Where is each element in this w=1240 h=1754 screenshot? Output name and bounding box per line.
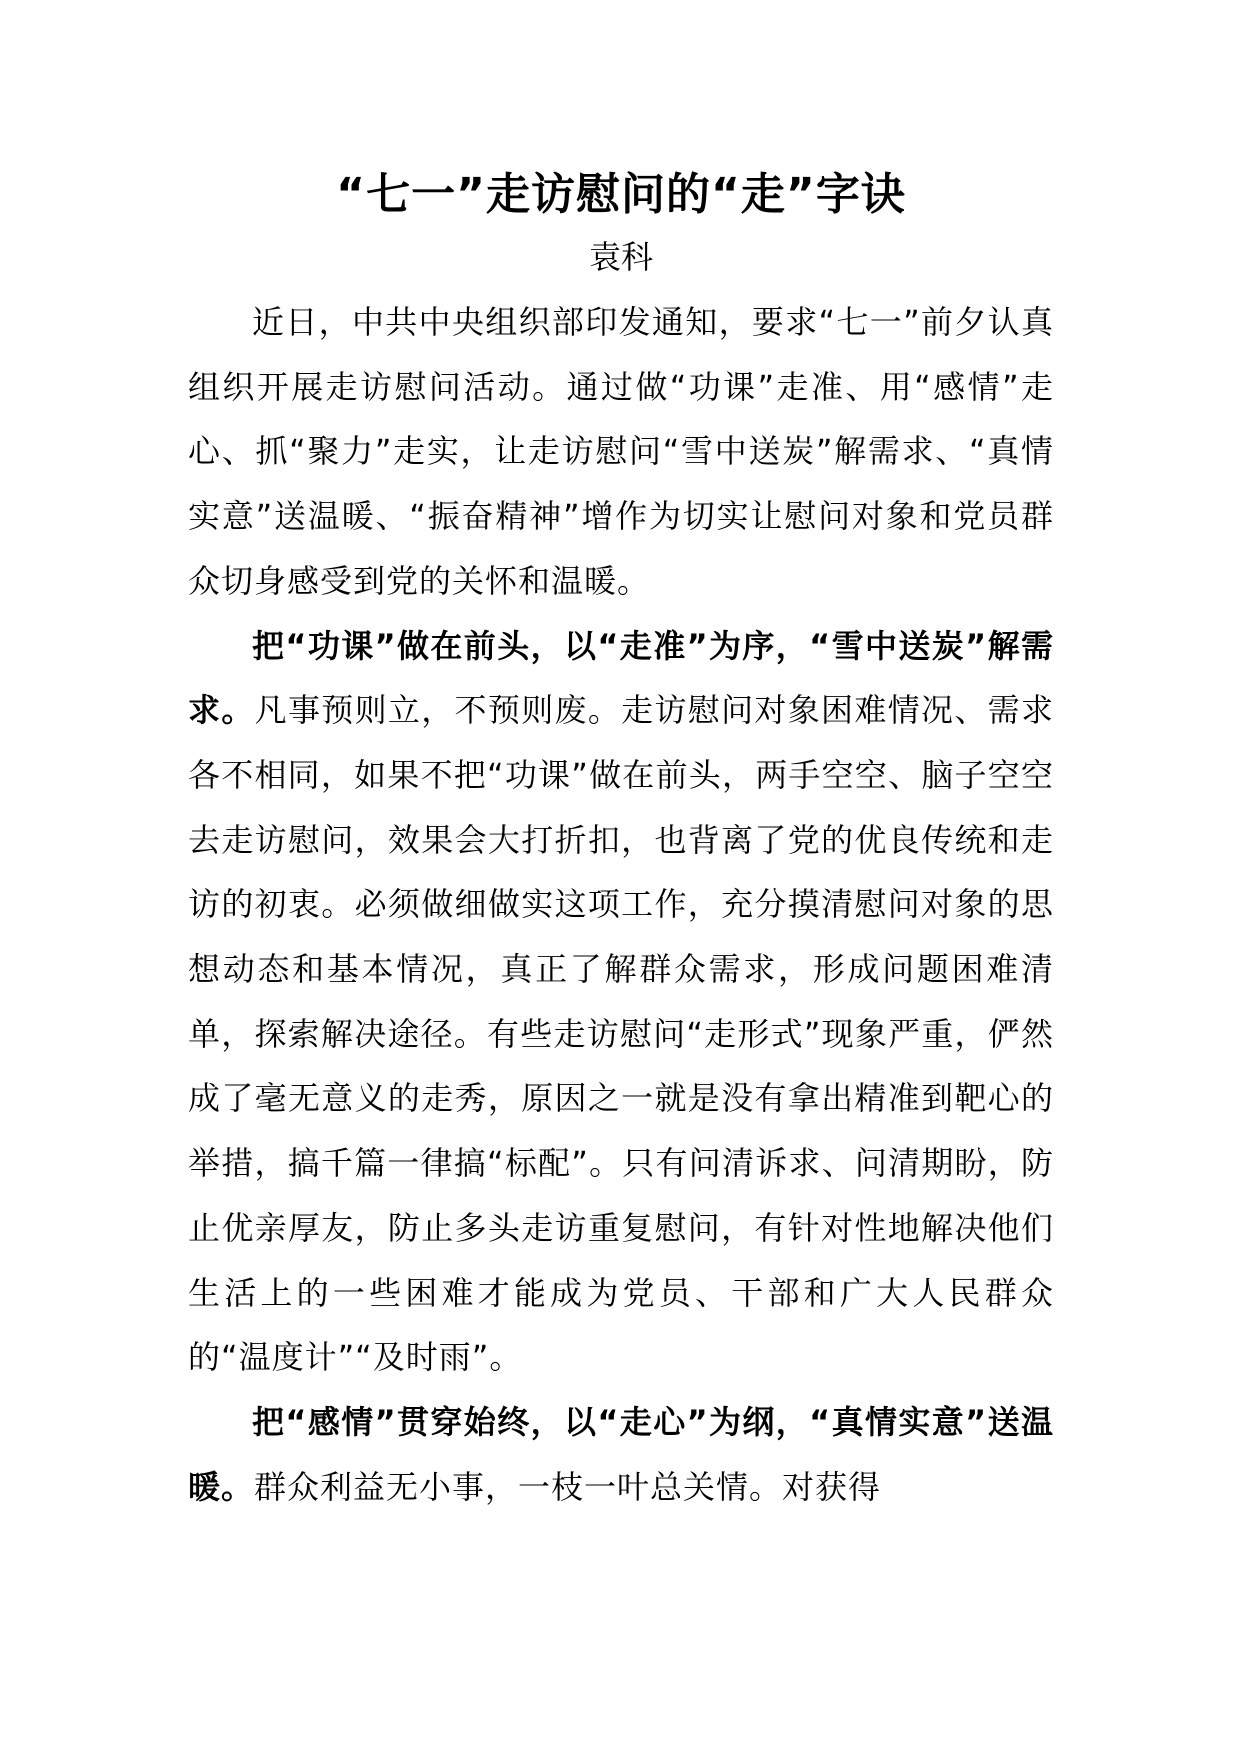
document-title: “七一”走访慰问的“走”字诀 [336, 169, 906, 220]
paragraph-1 [188, 290, 1054, 614]
paragraph-3-lead: 把“感情”贯穿始终，以“走心”为纲，“真情实意”送温暖。 [188, 1402, 1054, 1506]
document-page [188, 160, 1054, 1519]
paragraph-3 [188, 1390, 1054, 1519]
paragraph-3-body: 群众利益无小事，一枝一叶总关情。对获得 [254, 1467, 882, 1506]
paragraph-2-lead: 把“功课”做在前头，以“走准”为序，“雪中送炭”解需求。 [188, 626, 1054, 730]
paragraph-2-body: 凡事预则立，不预则废。走访慰问对象困难情况、需求各不相同，如果不把“功课”做在前头，两手空空、脑子空空去走访慰问，效果会大打折扣，也背离了党的优良传统和走访的初衷。必须做细做实这项工作，充分摸清慰问对象的思想动态和基本情况，真正了解群众需求，形成问题困难清单，探索解决途径。有些走访慰问“走形式”现象严重，俨然成了毫无意义的走秀，原因之一就是没有拿出精准到靶心的举措，搞千篇一律搞“标配”。只有问清诉求、问清期盼，防止优亲厚友，防止多头走访重复慰问，有针对性地解决他们生活上的一些困难才能成为党员、干部和广大人民群众的“温度计”“及时雨”。 [188, 691, 1054, 1377]
document-author: 袁科 [588, 238, 653, 276]
paragraph-1-body: 近日，中共中央组织部印发通知，要求“七一”前夕认真组织开展走访慰问活动。通过做“功课”走准、用“感情”走心、抓“聚力”走实，让走访慰问“雪中送炭”解需求、“真情实意”送温暖、“振奋精神”增作为切实让慰问对象和党员群众切身感受到党的关怀和温暖。 [188, 303, 1054, 600]
paragraph-2 [188, 614, 1054, 1390]
